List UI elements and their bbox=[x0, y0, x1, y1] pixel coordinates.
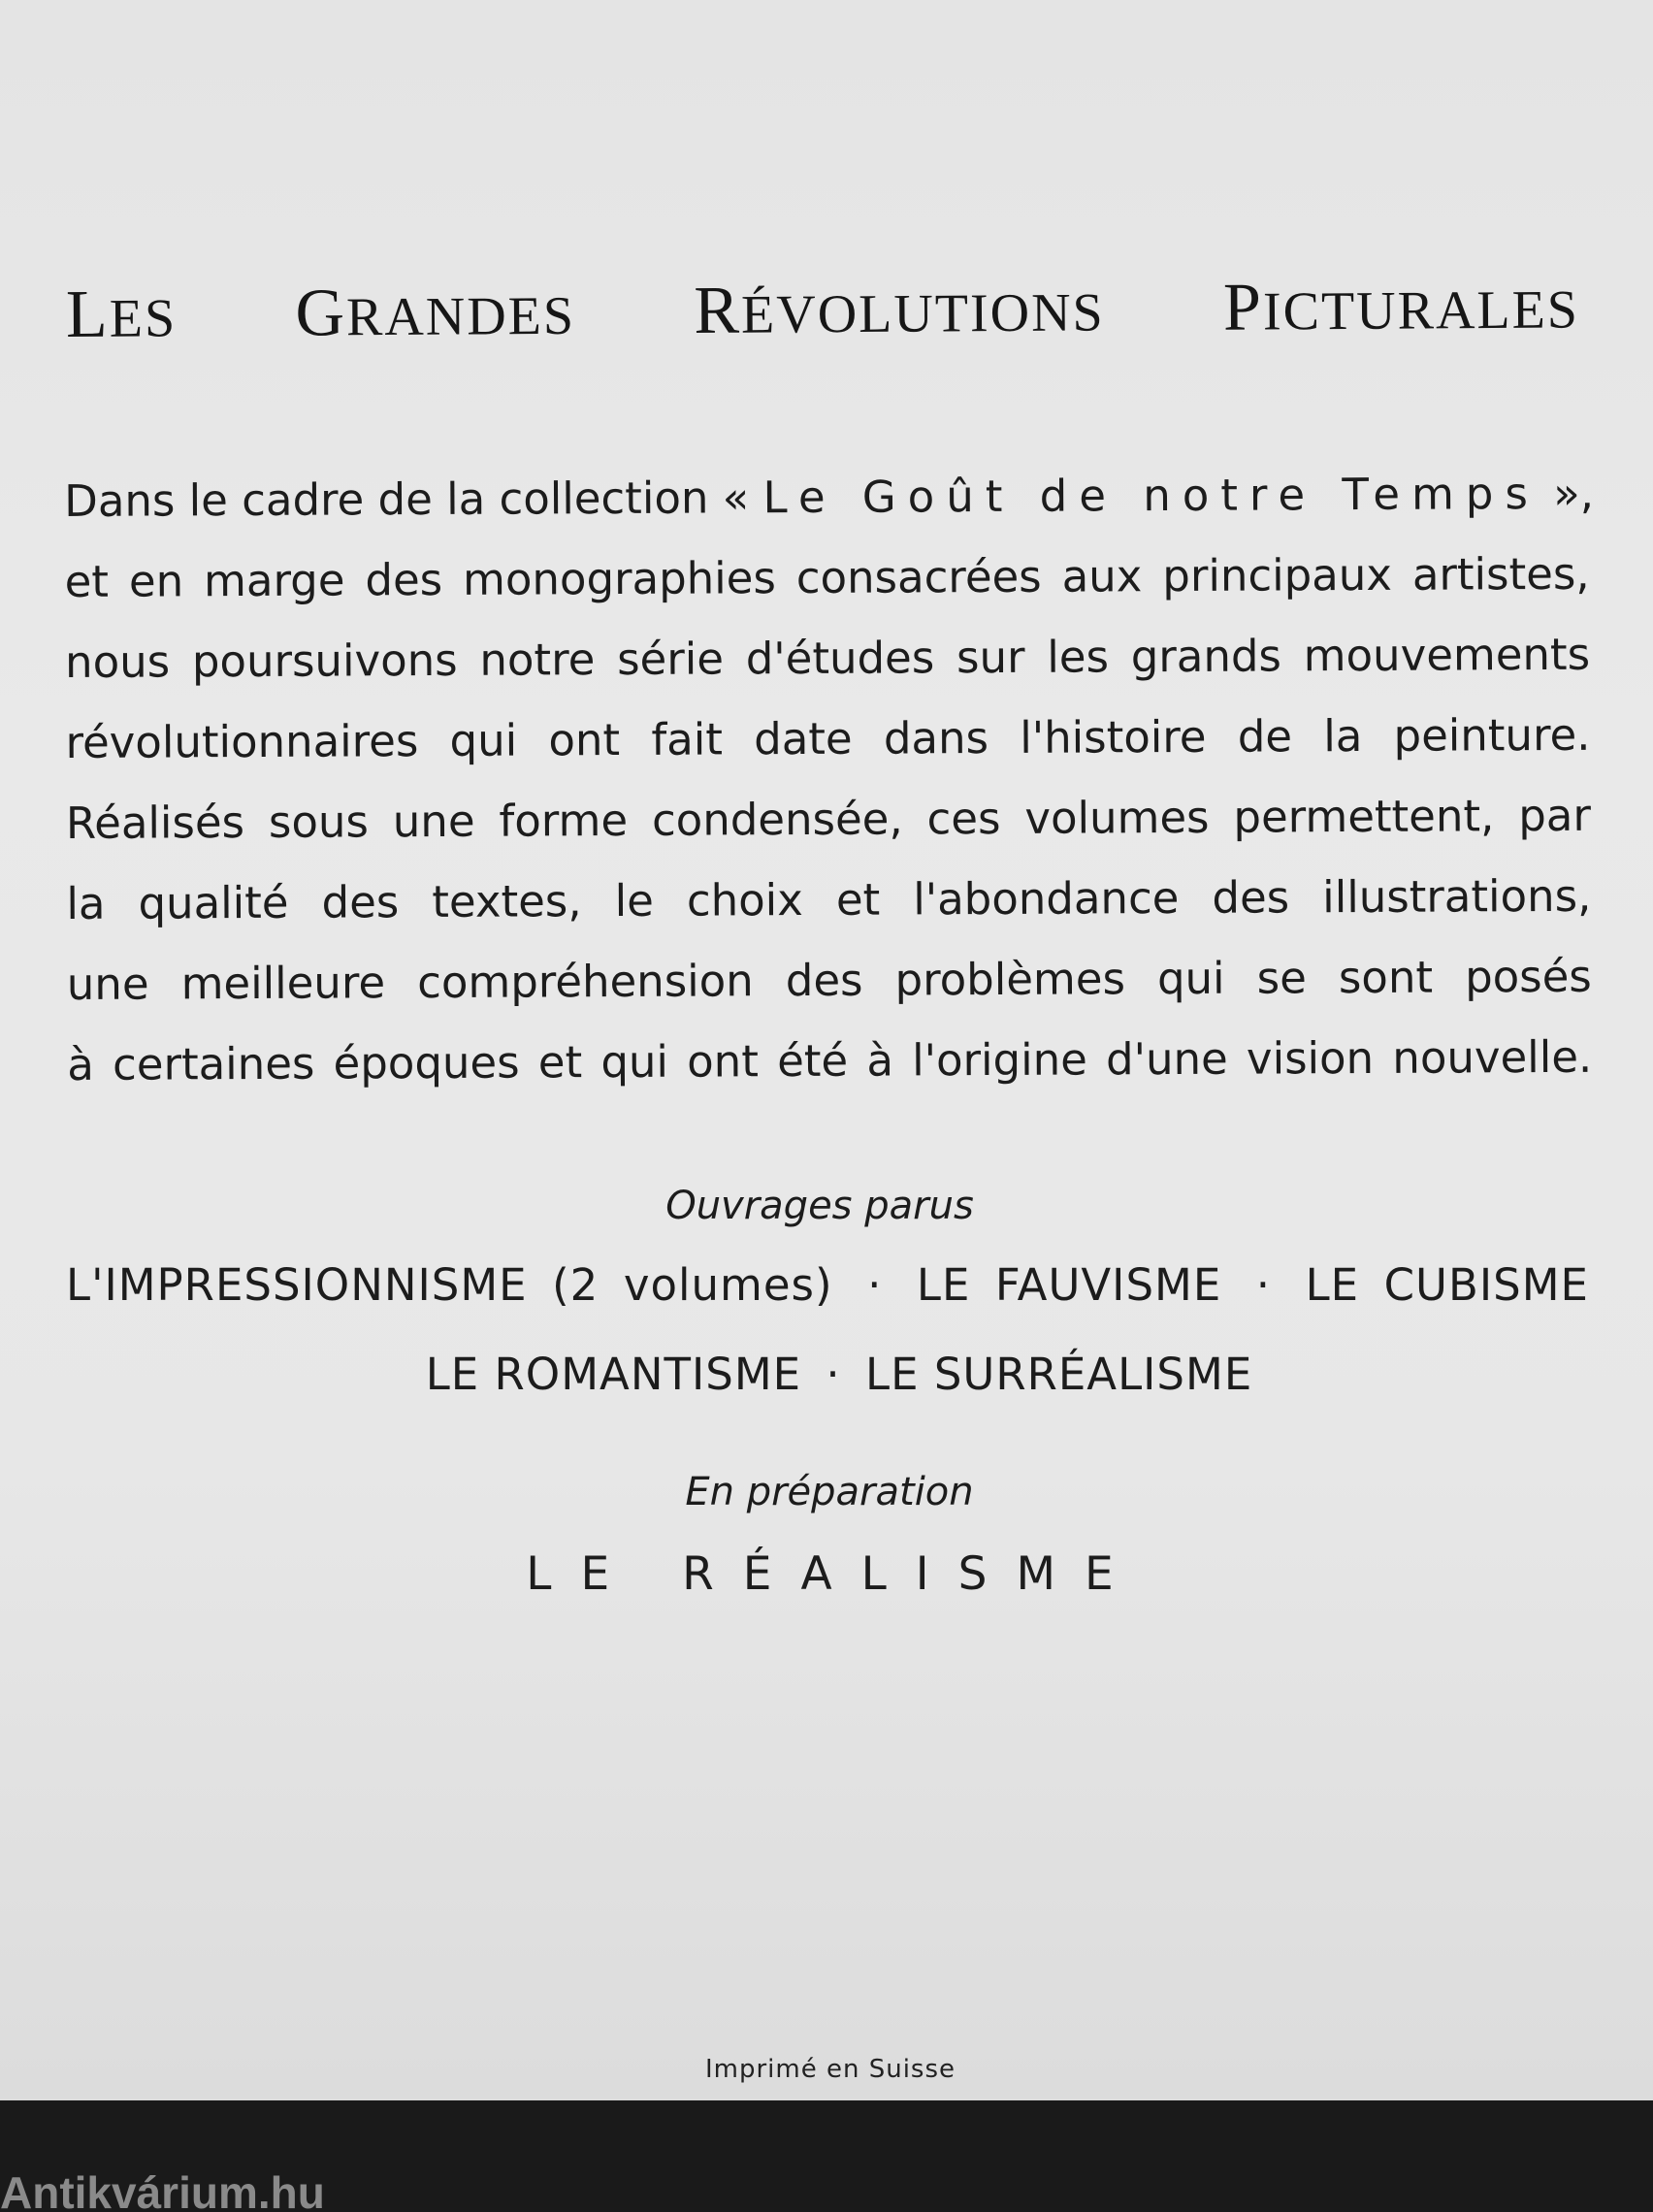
separator-dot: · bbox=[826, 1349, 841, 1400]
published-title: LE FAUVISME bbox=[916, 1259, 1222, 1311]
intro-line: Dans le cadre de la collection « Le Goût de notre Temps », bbox=[64, 467, 1595, 527]
watermark-text: Antikvárium.hu bbox=[0, 2173, 325, 2212]
intro-line: une meilleure compréhension des problèmes qui se sont posés bbox=[66, 950, 1592, 1010]
intro-line: Réalisés sous une forme condensée, ces volumes permettent, par bbox=[65, 789, 1592, 849]
published-heading: Ouvrages parus bbox=[665, 1184, 974, 1228]
published-titles-line-2 bbox=[0, 1349, 1653, 1400]
separator-dot: · bbox=[867, 1259, 883, 1311]
published-title: LE SURRÉALISME bbox=[865, 1349, 1253, 1400]
published-title: L'IMPRESSIONNISME (2 volumes) bbox=[66, 1259, 833, 1311]
published-title: LE CUBISME bbox=[1305, 1259, 1589, 1311]
page-title: LES GRANDES RÉVOLUTIONS PICTURALES bbox=[65, 270, 1580, 352]
intro-line: et en marge des monographies consacrées aux principaux artistes, bbox=[64, 547, 1590, 607]
published-title: LE ROMANTISME bbox=[425, 1349, 802, 1400]
separator-dot: · bbox=[1255, 1259, 1272, 1311]
intro-line: révolutionnaires qui ont fait date dans l'histoire de la peinture. bbox=[65, 708, 1591, 768]
collection-name: Le Goût de notre Temps bbox=[762, 468, 1540, 524]
in-preparation-heading: En préparation bbox=[685, 1470, 974, 1514]
intro-line: à certaines époques et qui ont été à l'origine d'une vision nouvelle. bbox=[67, 1030, 1593, 1090]
intro-line: nous poursuivons notre série d'études sur les grands mouvements bbox=[64, 628, 1591, 688]
published-titles-line-1 bbox=[66, 1259, 1589, 1311]
intro-line: la qualité des textes, le choix et l'abondance des illustrations, bbox=[66, 869, 1592, 929]
printed-in-note: Imprimé en Suisse bbox=[704, 2055, 956, 2084]
in-preparation-title: LE RÉALISME bbox=[526, 1547, 1143, 1601]
intro-paragraph bbox=[64, 453, 1595, 1105]
